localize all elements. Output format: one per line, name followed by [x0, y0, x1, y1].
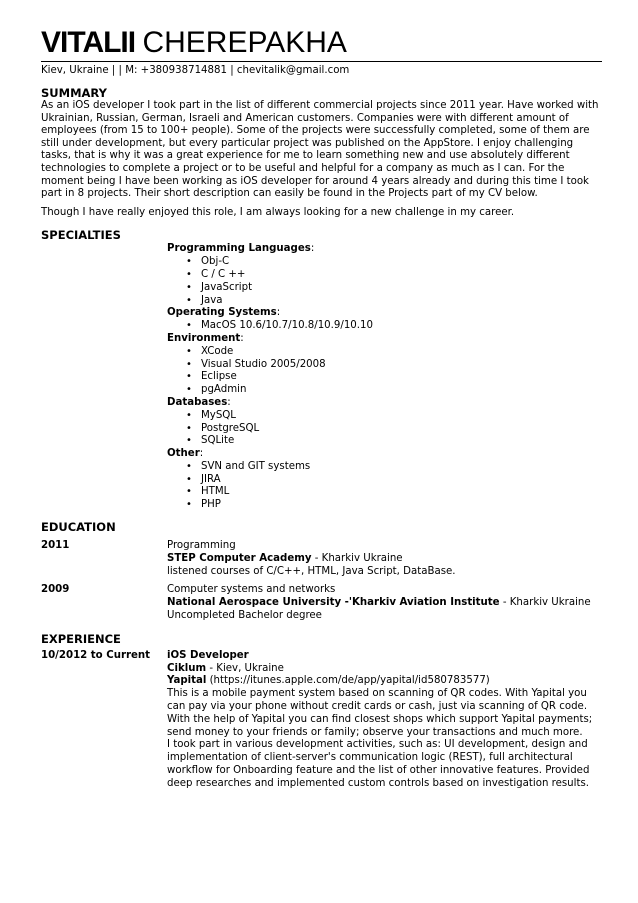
experience-entry [41, 650, 602, 791]
category-items [167, 256, 602, 307]
summary-heading: SUMMARY [41, 86, 107, 100]
category-items [167, 410, 602, 448]
list-item: • MacOS 10.6/10.7/10.8/10.9/10.10 [167, 320, 602, 333]
specialties-section [41, 228, 602, 512]
list-item: • C / C ++ [167, 269, 602, 282]
education-field: Programming [167, 540, 236, 552]
last-name: CHEREPAKHA [142, 26, 347, 59]
education-school-line [167, 553, 602, 566]
specialty-category: Environment: [167, 332, 244, 344]
project-description: This is a mobile payment system based on scanning of QR codes. With Yapital you can pay via your phone without credit cards or cash, just via scanning of QR code. With the help of Yapital you can find closest shops which support Yapital payments; send money to your friends or family; observe your transactions and much more. [167, 688, 593, 738]
list-item: • Eclipse [167, 371, 602, 384]
list-item: • MySQL [167, 410, 602, 423]
category-name: Databases [167, 396, 228, 408]
specialty-category: Operating Systems: [167, 307, 281, 319]
company-name: Ciklum [167, 662, 207, 674]
experience-section [41, 632, 602, 791]
summary-paragraph-2: Though I have really enjoyed this role, I am always looking for a new challenge in my career. [41, 206, 515, 218]
category-items [167, 461, 602, 512]
candidate-name [41, 24, 602, 60]
education-note: Uncompleted Bachelor degree [167, 610, 322, 622]
category-name: Other [167, 448, 200, 460]
education-school-line [167, 597, 602, 610]
first-name: VITALII [41, 26, 136, 59]
education-detail [167, 540, 602, 578]
category-name: Programming Languages [167, 243, 311, 255]
education-detail [167, 584, 602, 622]
list-item: • Obj-C [167, 256, 602, 269]
company-line [167, 663, 602, 676]
experience-dates: 10/2012 to Current [41, 649, 151, 661]
summary-section [41, 86, 602, 219]
education-section [41, 520, 602, 623]
school-name: STEP Computer Academy [167, 552, 312, 564]
category-items [167, 346, 602, 397]
project-name: Yapital [167, 675, 207, 687]
specialty-category: Programming Languages: [167, 243, 315, 255]
project-line [167, 675, 602, 688]
specialty-category: Databases: [167, 396, 231, 408]
list-item: • HTML [167, 486, 602, 499]
school-location: - Kharkiv Ukraine [499, 597, 591, 609]
education-field: Computer systems and networks [167, 584, 336, 596]
list-item: • Java [167, 295, 602, 308]
specialties-list [167, 243, 602, 512]
list-item: • PostgreSQL [167, 423, 602, 436]
company-location: - Kiev, Ukraine [206, 662, 284, 674]
education-heading: EDUCATION [41, 520, 116, 535]
education-year: 2011 [41, 540, 70, 552]
project-link[interactable]: (https://itunes.apple.com/de/app/yapital/id580783577) [206, 675, 490, 687]
education-year: 2009 [41, 584, 70, 596]
specialty-category: Other: [167, 448, 204, 460]
list-item: • pgAdmin [167, 384, 602, 397]
job-title-line [167, 650, 602, 663]
list-item: • SQLite [167, 435, 602, 448]
education-note: listened courses of C/C++, HTML, Java Script, DataBase. [167, 565, 456, 577]
education-entry [41, 584, 602, 622]
list-item: • SVN and GIT systems [167, 461, 602, 474]
specialties-heading: SPECIALTIES [41, 228, 121, 243]
category-name: Operating Systems [167, 307, 277, 319]
category-items [167, 320, 602, 333]
list-item: • JIRA [167, 474, 602, 487]
job-title: iOS Developer [167, 649, 249, 661]
category-name: Environment [167, 332, 241, 344]
education-entry [41, 540, 602, 578]
experience-heading: EXPERIENCE [41, 631, 121, 646]
summary-paragraph-1: As an iOS developer I took part in the list of different commercial projects since 2011 year. Have worked with Ukrainian, Russian, German, Israeli and American customers. Companies were with different amount of employees (from 15 to 100+ people). Some of the projects were successfully completed, some of them are still under development, but every particular project was published on the AppStore. I enjoy challenging tasks, that is why it was a great experience for me to learn something new and use absolutely different technologies to complete a project or to be useful and helpful for a company as much as I can. For the moment being I have been working as iOS developer for around 4 years already and during this time I took part in 8 projects. Their short description can easily be found in the Projects part of my CV below. [41, 100, 599, 200]
school-location: - Kharkiv Ukraine [311, 552, 403, 564]
list-item: • XCode [167, 346, 602, 359]
list-item: • PHP [167, 499, 602, 512]
contact-line: Kiev, Ukraine | | M: +380938714881 | chevitalik@gmail.com [41, 61, 602, 78]
school-name: National Aerospace University -'Kharkiv Aviation Institute [167, 597, 500, 609]
experience-detail [167, 650, 602, 791]
list-item: • Visual Studio 2005/2008 [167, 359, 602, 372]
project-contribution: I took part in various development activities, such as: UI development, design and implementation of client-server's communication logic (REST), full architectural workflow for Onboarding feature and the list of other innovative features. Provided deep researches and implemented custom controls based on investigation results. [167, 739, 590, 789]
list-item: • JavaScript [167, 282, 602, 295]
